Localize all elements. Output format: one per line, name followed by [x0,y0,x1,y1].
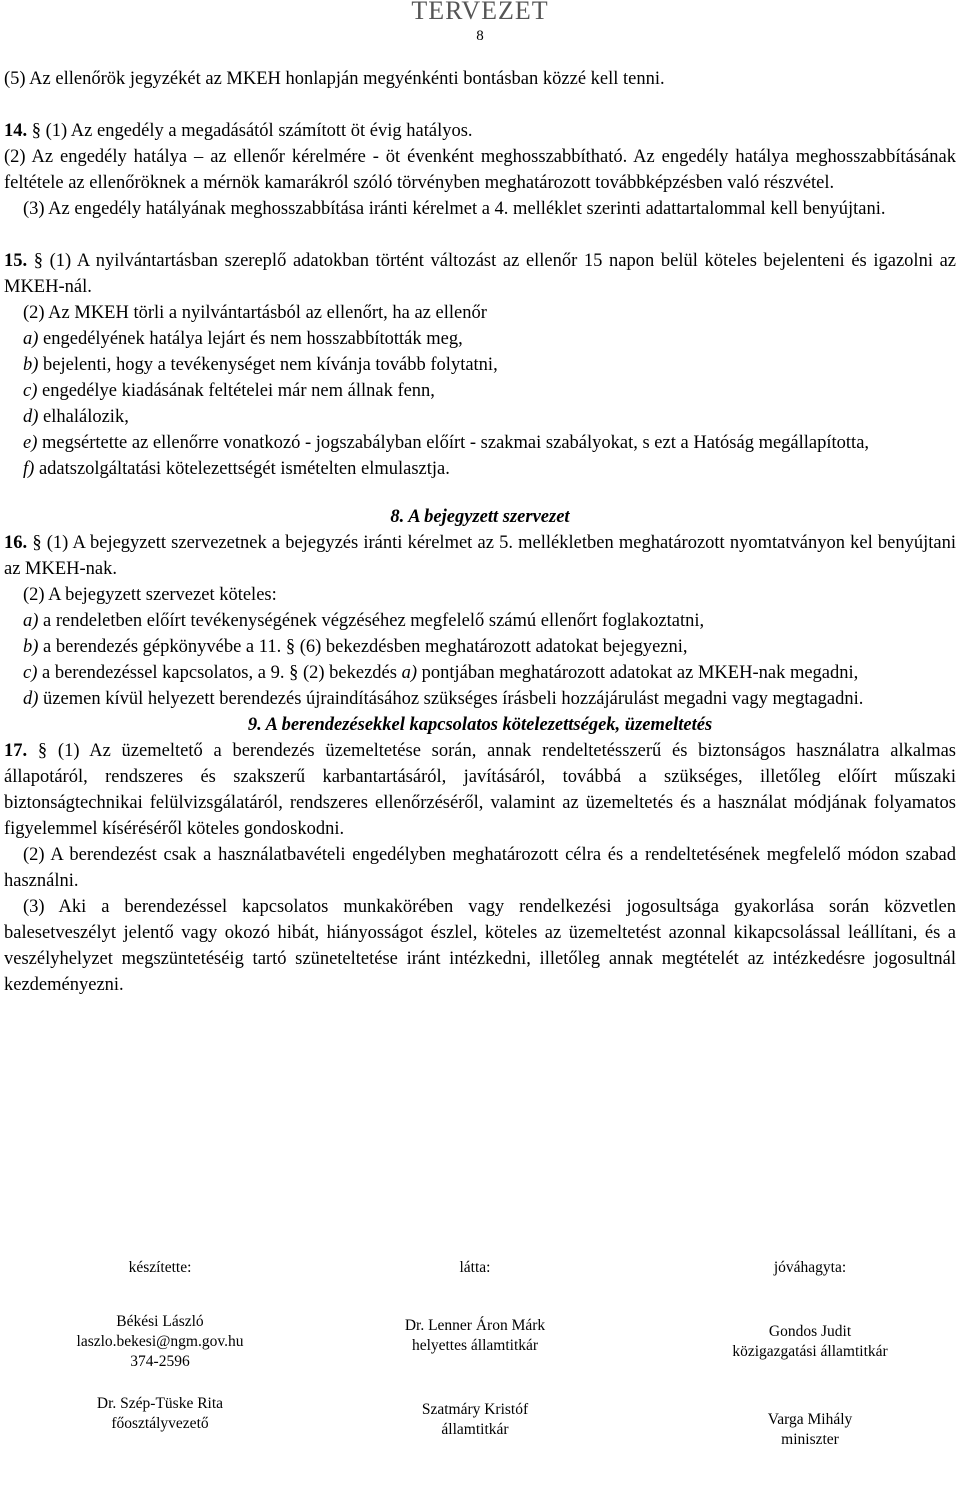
signatory-name: Varga Mihály [767,1411,853,1428]
signature-column-prepared [60,1258,260,1434]
section-sign-icon: § [33,251,44,271]
item-letter: b) [23,355,39,375]
section-17-3: (3) Aki a berendezéssel kapcsolatos munkakörében vagy rendelkezési jogosultsága gyakorlása során közvetlen balesetveszélyt jelentő vagy okozó hibát, hiányosságot észlel, köteles az üzemeltetést azonnal kikapcsolással leállítani, és a veszélyhelyzet megszüntetéséig tartó szüneteltetése iránt intézkedni, illetőleg annak megtételét az intézkedésre jogosultnál kezdeményezni. [4,897,956,995]
item-text: a berendezéssel kapcsolatos, a 9. § (2) bekezdés [37,663,402,683]
section-14-3: (3) Az engedély hatályának meghosszabbítása iránti kérelmet a 4. melléklet szerinti adattartalommal kell benyújtani. [23,199,886,219]
approved-label: jóváhagyta: [773,1259,847,1276]
item-text: a rendeletben előírt tevékenységének végzéséhez megfelelő számú ellenőrt foglakoztatni, [38,611,705,631]
item-text: pontjában meghatározott adatokat az MKEH-nak megadni, [417,663,859,683]
signature-column-seen [370,1258,580,1440]
signatory-role: főosztályvezető [111,1415,209,1432]
section-14-1 [4,118,956,144]
list-item [4,686,956,712]
prepared-label: készítette: [128,1259,192,1276]
list-item [4,430,956,456]
item-letter: a) [401,663,417,683]
item-text: adatszolgáltatási kötelezettségét ismételten elmulasztja. [34,459,450,479]
item-letter: c) [23,663,38,683]
section-number: 14. [4,121,28,141]
item-text: megsértette az ellenőrre vonatkozó - jogszabályban előírt - szakmai szabályokat, s ezt a Hatóság megállapította, [37,433,870,453]
section-sign-icon: § [31,121,41,141]
section-16-2: (2) A bejegyzett szervezet köteles: [23,585,277,605]
list-item [4,352,956,378]
page-number: 8 [476,28,484,44]
item-letter: d) [23,407,39,427]
signatory-role: miniszter [781,1431,839,1448]
list-item [4,378,956,404]
item-text: engedélyének hatálya lejárt és nem hosszabbították meg, [38,329,463,349]
list-item [4,456,956,482]
paragraph-text: (1) A nyilvántartásban szereplő adatokban történt változást az ellenőr 15 napon belül köteles bejelenteni és igazolni az MKEH-nál. [4,251,957,297]
signatory-name: Szatmáry Kristóf [421,1401,529,1418]
item-text: elhalálozik, [38,407,129,427]
section-14-2: (2) Az engedély hatálya – az ellenőr kérelmére - öt évenként meghosszabbítható. Az engedély hatálya meghosszabbításának feltétele az ellenőröknek a mérnök kamarákról szóló törvényben meghatározott továbbképzésben való részvétel. [4,147,956,193]
section-17-1 [4,738,956,842]
item-text: bejelenti, hogy a tevékenységet nem kívánja tovább folytatni, [38,355,498,375]
item-letter: c) [23,381,38,401]
item-letter: d) [23,689,39,709]
item-letter: f) [23,459,35,479]
section-sign-icon: § [37,741,48,761]
item-letter: b) [23,637,39,657]
seen-label: látta: [459,1259,491,1276]
section-15-1 [4,248,956,300]
signatory-name: Gondos Judit [768,1323,852,1340]
list-item [4,326,956,352]
signatory-phone: 374-2596 [130,1353,190,1370]
item-text: engedélye kiadásának feltételei már nem állnak fenn, [37,381,435,401]
section-number: 17. [4,741,28,761]
section-heading-9: 9. A berendezésekkel kapcsolatos kötelezettségek, üzemeltetés [247,715,713,735]
item-letter: a) [23,611,39,631]
signatory-name: Békési László [116,1313,204,1330]
section-15-2: (2) Az MKEH törli a nyilvántartásból az ellenőrt, ha az ellenőr [23,303,487,323]
watermark: TERVEZET [411,0,549,25]
section-number: 16. [4,533,28,553]
list-item [4,608,956,634]
list-item [4,634,956,660]
section-heading-8: 8. A bejegyzett szervezet [390,507,570,527]
signatory-name: Dr. Szép-Tüske Rita [96,1395,224,1412]
paragraph-text: (1) Az üzemeltető a berendezés üzemeltetése során, annak rendeltetésszerű és biztonságos használatra alkalmas állapotáról, rendszeres és szakszerű karbantartásáról, javításáról, továbbá a szükséges, illetőleg előírt műszaki biztonságtechnikai felülvizsgálatáról, rendszeres ellenőrzéséről, valamint az üzemeltetés és a használat módjának folyamatos figyelemmel kíséréséről köteles gondoskodni. [4,741,956,839]
item-text: üzemen kívül helyezett berendezés újraindításához szükséges írásbeli hozzájárulást megadni vagy megtagadni. [38,689,864,709]
signatory-role: közigazgatási államtitkár [732,1343,888,1360]
section-sign-icon: § [32,533,42,553]
signatory-role: államtitkár [441,1421,509,1438]
paragraph-text: (1) A bejegyzett szervezetnek a bejegyzés iránti kérelmet az 5. mellékletben meghatározott nyomtatványon kel benyújtani az MKEH-nak. [4,533,957,579]
signatory-email: laszlo.bekesi@ngm.gov.hu [76,1333,244,1350]
section-17-2: (2) A berendezést csak a használatbavételi engedélyben meghatározott célra és a rendeltetésének megfelelő módon szabad használni. [4,845,956,891]
document-body [4,66,956,998]
item-letter: a) [23,329,39,349]
signatory-name: Dr. Lenner Áron Márk [404,1317,546,1334]
signatory-role: helyettes államtitkár [411,1337,539,1354]
item-letter: e) [23,433,38,453]
item-text: a berendezés gépkönyvébe a 11. § (6) bekezdésben meghatározott adatokat bejegyezni, [38,637,688,657]
list-item [4,660,956,686]
paragraph-text: (1) Az engedély a megadásától számított öt évig hatályos. [41,121,473,141]
paragraph-13-5: (5) Az ellenőrök jegyzékét az MKEH honlapján megyénkénti bontásban közzé kell tenni. [4,69,665,89]
section-number: 15. [4,251,28,271]
section-16-1 [4,530,956,582]
signature-column-approved [690,1258,930,1450]
list-item [4,404,956,430]
